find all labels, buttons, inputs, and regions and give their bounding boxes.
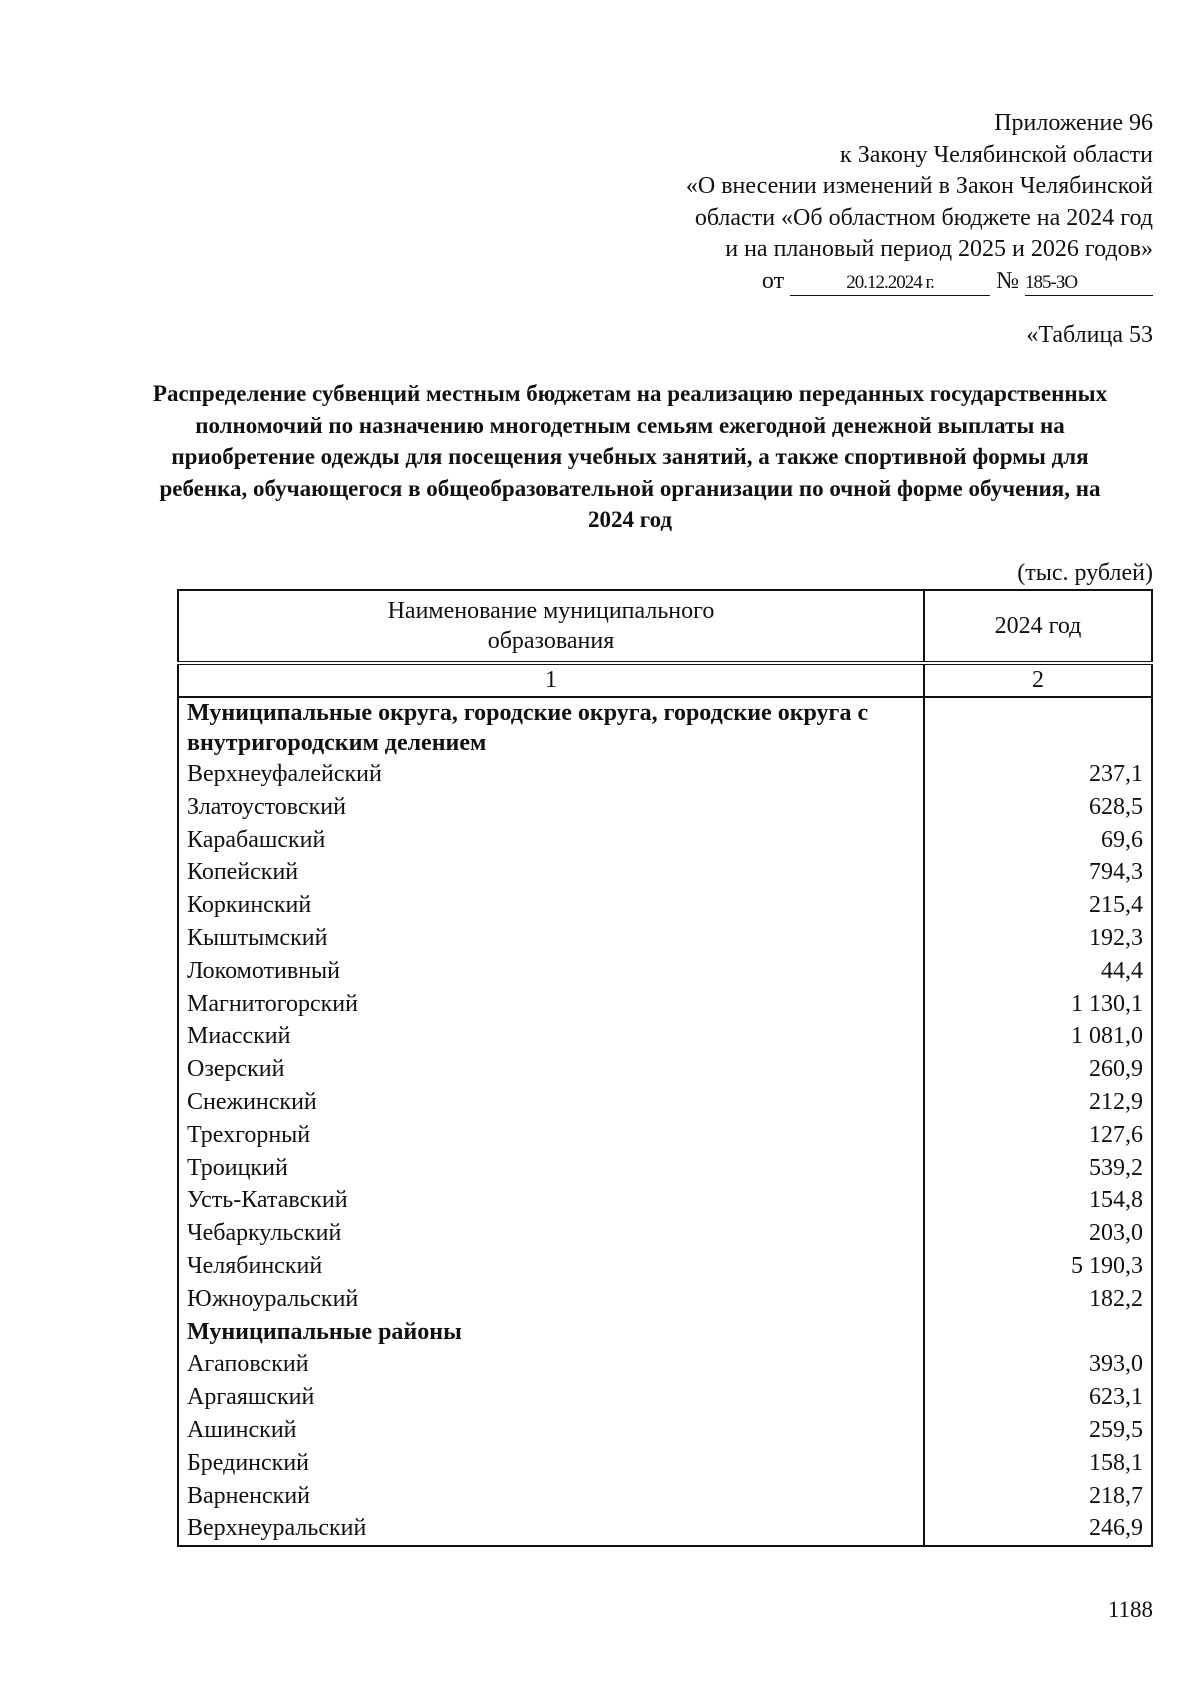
header-line: Приложение 96: [994, 110, 1153, 136]
municipality-name: Копейский: [178, 856, 924, 889]
empty-cell: [924, 1316, 1152, 1349]
appendix-header: [686, 108, 1153, 297]
law-number: 185-ЗО: [1025, 271, 1153, 296]
table-row: [178, 889, 1152, 922]
municipality-name: Златоустовский: [178, 791, 924, 824]
amount-2024: 259,5: [924, 1414, 1152, 1447]
table-row: [178, 791, 1152, 824]
section-row: [178, 697, 1152, 758]
amount-2024: 212,9: [924, 1086, 1152, 1119]
municipality-name: Карабашский: [178, 824, 924, 857]
amount-2024: 203,0: [924, 1217, 1152, 1250]
amount-2024: 154,8: [924, 1184, 1152, 1217]
municipality-name: Снежинский: [178, 1086, 924, 1119]
header-line: к Закону Челябинской области: [840, 141, 1153, 168]
municipality-name: Верхнеуральский: [178, 1512, 924, 1546]
col-number: 2: [924, 663, 1152, 697]
municipality-name: Магнитогорский: [178, 988, 924, 1021]
municipality-name: Аргаяшский: [178, 1381, 924, 1414]
municipality-name: Озерский: [178, 1053, 924, 1086]
municipality-name: Ашинский: [178, 1414, 924, 1447]
municipality-name: Коркинский: [178, 889, 924, 922]
amount-2024: 158,1: [924, 1447, 1152, 1480]
table-row: [178, 1480, 1152, 1513]
municipality-name: Агаповский: [178, 1348, 924, 1381]
page-number: 1188: [1107, 1597, 1153, 1622]
amount-2024: 393,0: [924, 1348, 1152, 1381]
table-row: [178, 1119, 1152, 1152]
amount-2024: 44,4: [924, 955, 1152, 988]
amount-2024: 628,5: [924, 791, 1152, 824]
date-line: [762, 266, 1153, 298]
date-prefix: от: [761, 267, 785, 294]
municipality-name: Троицкий: [178, 1152, 924, 1185]
table-row: [178, 856, 1152, 889]
table-row: [178, 1447, 1152, 1480]
table-row: [178, 1250, 1152, 1283]
amount-2024: 218,7: [924, 1480, 1152, 1513]
table-row: [178, 758, 1152, 791]
municipality-name: Трехгорный: [178, 1119, 924, 1152]
empty-cell: [924, 697, 1152, 758]
municipality-name: Верхнеуфалейский: [178, 758, 924, 791]
table-row: [178, 1053, 1152, 1086]
col-header-year: 2024 год: [924, 590, 1152, 663]
amount-2024: 69,6: [924, 824, 1152, 857]
amount-2024: 182,2: [924, 1283, 1152, 1316]
amount-2024: 539,2: [924, 1152, 1152, 1185]
section-title: Муниципальные округа, городские округа, городские округа с внутригородским делением: [178, 697, 924, 758]
amount-2024: 5 190,3: [924, 1250, 1152, 1283]
table-row: [178, 1348, 1152, 1381]
amount-2024: 127,6: [924, 1119, 1152, 1152]
col-header-name: Наименование муниципального образования: [178, 590, 924, 663]
table-row: [178, 1152, 1152, 1185]
municipality-name: Чебаркульский: [178, 1217, 924, 1250]
municipality-name: Варненский: [178, 1480, 924, 1513]
table-row: [178, 824, 1152, 857]
header-line: «О внесении изменений в Закон Челябинской: [685, 173, 1153, 199]
amount-2024: 794,3: [924, 856, 1152, 889]
table-row: [178, 922, 1152, 955]
municipality-name: Челябинский: [178, 1250, 924, 1283]
table-row: [178, 1184, 1152, 1217]
header-line: области «Об областном бюджете на 2024 год: [694, 204, 1153, 231]
municipality-name: Кыштымский: [178, 922, 924, 955]
amount-2024: 215,4: [924, 889, 1152, 922]
table-row: [178, 1020, 1152, 1053]
section-row: [178, 1316, 1152, 1349]
table-row: [178, 1414, 1152, 1447]
municipality-name: Южноуральский: [178, 1283, 924, 1316]
law-date: 20.12.2024 г.: [790, 271, 990, 296]
amount-2024: 1 130,1: [924, 988, 1152, 1021]
amount-2024: 246,9: [924, 1512, 1152, 1546]
amount-2024: 260,9: [924, 1053, 1152, 1086]
municipality-name: Миасский: [178, 1020, 924, 1053]
table-label: «Таблица 53: [1026, 322, 1153, 348]
document-title: Распределение субвенций местным бюджетам на реализацию переданных государственных полномочий по назначению многодетным семьям ежегодной денежной выплаты на приобретение одежды для посещения учебных занятий, а также спортивной формы для ребенка, обучающегося в общеобразовательной организации по очной форме обучения, на 2024 год: [152, 381, 1108, 532]
units-label: (тыс. рублей): [1017, 560, 1153, 586]
municipality-name: Усть-Катавский: [178, 1184, 924, 1217]
number-prefix: №: [996, 267, 1019, 294]
amount-2024: 1 081,0: [924, 1020, 1152, 1053]
table-row: [178, 1086, 1152, 1119]
section-title: Муниципальные районы: [178, 1316, 924, 1349]
amount-2024: 192,3: [924, 922, 1152, 955]
table-row: [178, 1283, 1152, 1316]
municipality-name: Локомотивный: [178, 955, 924, 988]
header-line: и на плановый период 2025 и 2026 годов»: [725, 236, 1153, 262]
amount-2024: 237,1: [924, 758, 1152, 791]
table-row: [178, 1381, 1152, 1414]
table-row: [178, 988, 1152, 1021]
municipality-name: Брединский: [178, 1447, 924, 1480]
table-row: [178, 955, 1152, 988]
table-row: [178, 1512, 1152, 1546]
subvention-table: [177, 589, 1153, 1547]
amount-2024: 623,1: [924, 1381, 1152, 1414]
table-row: [178, 1217, 1152, 1250]
col-number: 1: [178, 663, 924, 697]
